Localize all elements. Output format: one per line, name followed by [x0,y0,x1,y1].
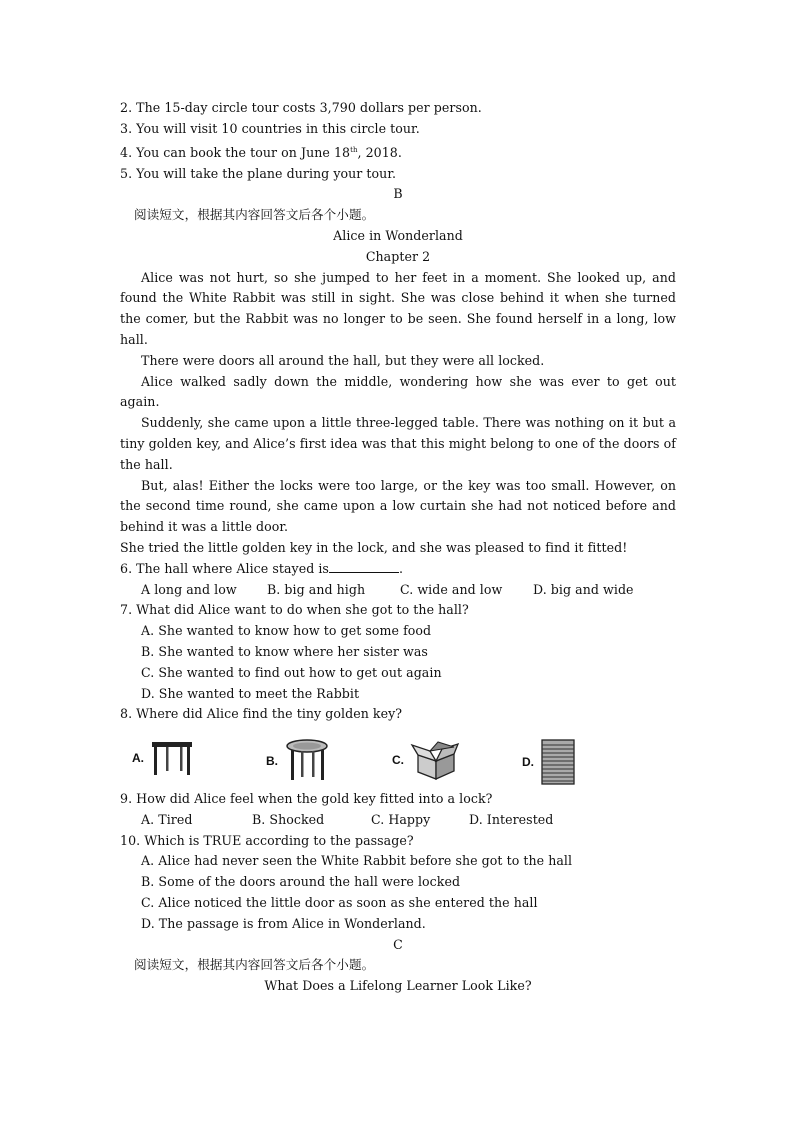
square-table-icon [150,739,194,777]
picture-label-b: B. [266,754,278,769]
question-6 [120,559,676,580]
picture-label-c: C. [392,753,404,768]
option-7d: D. She wanted to meet the Rabbit [141,685,360,701]
paragraph-1: Alice was not hurt, so she jumped to her feet in a moment. She looked up, and found the White Rabbit was still in sight. She was close behind it when she turned the comer, but the Rabbit was no longer to be seen. She found herself in a long, low hall. [120,269,681,347]
option-6d: D. big and wide [533,581,634,597]
open-box-icon [410,739,460,781]
option-10b: B. Some of the doors around the hall were locked [141,874,461,890]
passage-title: Alice in Wonderland [333,227,463,243]
statement-3: 3. You will visit 10 countries in this circle tour. [120,120,420,136]
statement-4-year: , 2018. [357,144,402,160]
option-7b: B. She wanted to know where her sister was [141,643,428,659]
section-c-instruction: 阅读短文，根据其内容回答文后各个小题。 [134,957,375,973]
question-9: 9. How did Alice feel when the gold key fitted into a lock? [120,791,493,807]
statement-4 [120,140,676,164]
paragraph-2: There were doors all around the hall, but they were all locked. [141,352,545,368]
option-7c: C. She wanted to find out how to get out again [141,664,442,680]
paragraph-5: But, alas! Either the locks were too large, or the key was too small. However, on the second time round, she came upon a low curtain she had not noticed before and behind it was a little door. [120,477,681,535]
section-b-instruction: 阅读短文，根据其内容回答文后各个小题。 [134,207,375,223]
option-10c: C. Alice noticed the little door as soon as she entered the hall [141,895,538,911]
paragraph-3: Alice walked sadly down the middle, wondering how she was ever to get out again. [120,373,681,410]
option-9d: D. Interested [469,811,554,827]
question-8-pictures [120,729,676,789]
question-9-options [120,810,676,831]
option-10a: A. Alice had never seen the White Rabbit before she got to the hall [141,853,573,869]
drawer-cabinet-icon [540,739,576,785]
option-7a: A. She wanted to know how to get some food [141,623,432,639]
picture-option-a [132,739,194,777]
statement-4-sup: th [350,145,358,154]
picture-option-c [392,739,460,781]
option-9b: B. Shocked [252,811,325,827]
paragraph-4: Suddenly, she came upon a little three-legged table. There was nothing on it but a tiny golden key, and Alice’s first idea was that this might belong to one of the doors of the hall. [120,415,681,472]
statement-5: 5. You will take the plane during your tour. [120,165,397,181]
question-8: 8. Where did Alice find the tiny golden key? [120,706,403,722]
question-6-options [120,580,676,601]
picture-option-b [266,739,330,783]
option-6b: B. big and high [267,581,366,597]
paragraph-6: She tried the little golden key in the lock, and she was pleased to find it fitted! [120,539,628,555]
option-10d: D. The passage is from Alice in Wonderland. [141,915,426,931]
picture-label-d: D. [522,755,534,770]
option-6a: A long and low [141,581,237,597]
statement-4-text: 4. You can book the tour on June 18 [120,144,351,160]
option-9a: A. Tired [141,811,193,827]
option-6c: C. wide and low [400,581,503,597]
exam-page [120,98,681,997]
picture-label-a: A. [132,751,144,766]
question-7: 7. What did Alice want to do when she got to the hall? [120,602,469,618]
section-c-title: What Does a Lifelong Learner Look Like? [264,978,532,994]
chapter-heading: Chapter 2 [365,248,431,264]
question-10: 10. Which is TRUE according to the passage? [120,832,414,848]
section-c-letter: C [393,936,403,952]
picture-option-d [522,739,576,785]
answer-blank [329,561,399,573]
section-b-letter: B [393,186,403,202]
round-table-icon [284,739,330,783]
option-9c: C. Happy [371,811,431,827]
statement-2: 2. The 15-day circle tour costs 3,790 dollars per person. [120,100,482,115]
question-6-stem: 6. The hall where Alice stayed is [120,560,329,576]
question-6-end: . [398,560,404,576]
